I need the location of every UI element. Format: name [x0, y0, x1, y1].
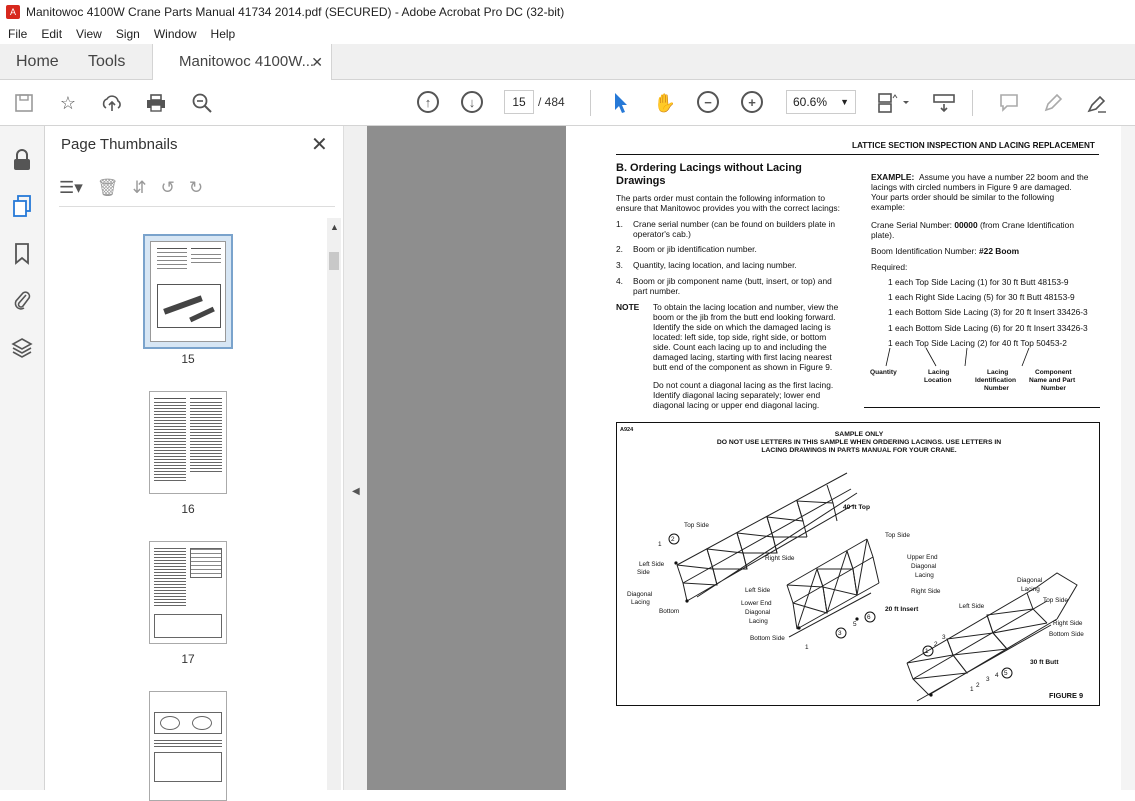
- panel-title: Page Thumbnails: [61, 136, 178, 153]
- thumbnail-label-17: 17: [181, 652, 195, 666]
- zoom-in-icon[interactable]: +: [741, 91, 763, 113]
- label-lower-end: Lower End: [741, 600, 772, 607]
- list-item: Boom or jib component name (butt, insert, or top) and: [633, 276, 832, 286]
- list-item: part number.: [633, 286, 681, 296]
- list-number: 2.: [616, 244, 623, 254]
- list-item: Boom or jib identification number.: [633, 244, 757, 254]
- section-title-line2: Drawings: [616, 175, 666, 187]
- label-20ft-insert: 20 ft Insert: [885, 606, 919, 613]
- toolbar: [0, 80, 1135, 126]
- label-top-side: Top Side: [684, 522, 709, 529]
- label-diagonal: Diagonal: [627, 591, 653, 598]
- label-left-side-2: Side: [637, 569, 650, 576]
- tab-tools[interactable]: Tools: [88, 53, 126, 70]
- lacing-number: 2: [671, 536, 675, 543]
- figure-code: A924: [620, 427, 634, 433]
- serial-line-end: plate).: [871, 230, 895, 240]
- serial-line: Crane Serial Number: 00000 (from Crane Identification: [871, 220, 1074, 230]
- close-panel-icon[interactable]: ✕: [311, 134, 328, 156]
- boom-line: Boom Identification Number: #22 Boom: [871, 246, 1020, 256]
- label-left-side: Left Side: [639, 561, 665, 568]
- label-butt-diagonal: Diagonal: [1017, 577, 1043, 584]
- label-butt-left-side: Left Side: [959, 603, 985, 610]
- figure-warning-2: LACING DRAWINGS IN PARTS MANUAL FOR YOUR CRANE.: [761, 447, 957, 454]
- lacing-number: 3: [986, 676, 990, 683]
- sign-pen-icon[interactable]: [1085, 91, 1109, 115]
- lacing-number: 5: [1004, 670, 1008, 677]
- note2-line: Do not count a diagonal lacing as the first lacing.: [653, 380, 834, 390]
- note-line: side. Count each lacing up to and including the: [653, 342, 827, 352]
- page-thumbnails-icon[interactable]: [10, 194, 34, 218]
- list-item: operator's cab.): [633, 229, 691, 239]
- hand-tool-icon[interactable]: ✋: [653, 92, 677, 113]
- list-number: 1.: [616, 219, 623, 229]
- scroll-mode-icon[interactable]: [932, 91, 956, 115]
- label-30ft-butt: 30 ft Butt: [1030, 659, 1059, 666]
- layers-icon[interactable]: [10, 336, 34, 360]
- page-number-input[interactable]: 15: [504, 90, 534, 114]
- label-butt-lacing: Lacing: [1021, 586, 1040, 593]
- label-butt-bottom-side: Bottom Side: [1049, 631, 1084, 638]
- tab-document[interactable]: [152, 44, 332, 81]
- highlight-pen-icon[interactable]: [1041, 91, 1065, 115]
- menu-help[interactable]: Help: [210, 27, 236, 41]
- thumbnail-page-17[interactable]: [149, 541, 227, 644]
- note-line: located: left side, top side, right side, or bottom: [653, 332, 827, 342]
- bookmark-icon[interactable]: [10, 242, 34, 266]
- label-bottom: Bottom: [659, 608, 680, 615]
- lacing-number: 4: [995, 672, 999, 679]
- label-bottom-side: Bottom Side: [750, 635, 785, 642]
- list-item: Quantity, lacing location, and lacing number.: [633, 260, 797, 270]
- thumbnail-page-15[interactable]: [143, 234, 233, 349]
- list-number: 3.: [616, 260, 623, 270]
- find-zoom-icon[interactable]: [190, 91, 214, 115]
- callout-comp-3: Number: [1041, 385, 1066, 392]
- callout-location-1: Lacing: [928, 369, 950, 376]
- zoom-level-value: 60.6%: [793, 95, 828, 109]
- note-line: boom or the jib from the butt end looking forward.: [653, 312, 836, 322]
- example-line: example:: [871, 202, 905, 212]
- page-total: / 484: [538, 95, 565, 109]
- note-line: To obtain the lacing location and number, view the: [653, 302, 839, 312]
- toolbar-divider: [590, 90, 591, 116]
- thumbnail-page-18[interactable]: [149, 691, 227, 801]
- share-upload-icon[interactable]: [100, 91, 124, 115]
- lacing-number: 1: [925, 648, 929, 655]
- scrollbar-thumb[interactable]: [329, 252, 339, 270]
- example-label: EXAMPLE:: [871, 172, 915, 182]
- lacing-number: 2: [976, 682, 980, 689]
- callout-comp-2: Name and Part: [1029, 377, 1076, 384]
- required-item: 1 each Bottom Side Lacing (3) for 20 ft Insert 33426-3: [888, 307, 1088, 317]
- rotate-left-icon[interactable]: ↺: [160, 178, 175, 197]
- figure-caption: FIGURE 9: [1049, 691, 1084, 700]
- lacing-number: 3: [942, 634, 946, 641]
- note-label: NOTE: [616, 302, 640, 312]
- rotate-right-icon[interactable]: ↻: [188, 178, 204, 197]
- label-right-side: Right Side: [765, 555, 795, 562]
- menu-bar: [0, 24, 1135, 44]
- acrobat-app-icon: A: [6, 5, 20, 19]
- required-label: Required:: [871, 262, 908, 272]
- save-icon[interactable]: [12, 91, 36, 115]
- scroll-up-icon[interactable]: ▲: [330, 222, 339, 232]
- label-lower-lacing: Lacing: [749, 618, 768, 625]
- title-bar: [0, 0, 1135, 24]
- lock-icon[interactable]: [10, 148, 34, 172]
- print-icon[interactable]: [144, 91, 168, 115]
- list-number: 4.: [616, 276, 623, 286]
- document-view[interactable]: [367, 126, 1135, 790]
- tab-home[interactable]: Home: [16, 53, 59, 70]
- next-page-icon[interactable]: ↓: [461, 91, 483, 113]
- menu-window[interactable]: Window: [153, 27, 197, 41]
- required-item: 1 each Top Side Lacing (2) for 40 ft Top 50453-2: [888, 338, 1067, 348]
- toolbar-divider: [972, 90, 973, 116]
- label-butt-right-side: Right Side: [1053, 620, 1083, 627]
- previous-page-icon[interactable]: ↑: [417, 91, 439, 113]
- note-line: Identify the side on which the damaged lacing is: [653, 322, 831, 332]
- example-line: Your parts order should be similar to the following: [871, 192, 1055, 202]
- label-upper-end: Upper End: [907, 554, 938, 561]
- label-butt-top-side: Top Side: [1043, 597, 1068, 604]
- collapse-arrow-icon[interactable]: ◀: [352, 486, 360, 497]
- delete-page-icon[interactable]: 🗑: [96, 178, 119, 197]
- note2-line: diagonal lacing or upper end diagonal lacing.: [653, 400, 820, 410]
- list-item: Crane serial number (can be found on builders plate in: [633, 219, 836, 229]
- left-navigation-rail: [0, 126, 45, 790]
- lacing-number: 1: [658, 541, 662, 548]
- label-insert-left-side: Left Side: [745, 587, 771, 594]
- pdf-page: [566, 126, 1135, 790]
- note2-line: Identify diagonal lacing separately; lower end: [653, 390, 821, 400]
- panel-collapse-handle[interactable]: [343, 126, 367, 790]
- thumbnail-label-16: 16: [181, 502, 195, 516]
- intro-line2: ensure that Manitowoc provides you with the correct lacings:: [616, 203, 840, 213]
- callout-quantity: Quantity: [870, 369, 897, 376]
- thumbnail-scrollbar[interactable]: [327, 218, 341, 790]
- note-line: butt end of the component as shown in Figure 9.: [653, 362, 833, 372]
- lacing-number: 2: [934, 641, 938, 648]
- example-line: lacings with circled numbers in Figure 9 are damaged.: [871, 182, 1072, 192]
- callout-location-2: Location: [924, 377, 952, 384]
- lacing-number: 3: [838, 630, 842, 637]
- header-rule: [616, 154, 1099, 155]
- window-title: Manitowoc 4100W Crane Parts Manual 41734 2014.pdf (SECURED) - Adobe Acrobat Pro DC (32-bit): [26, 5, 565, 19]
- lacing-number: 1: [970, 686, 974, 693]
- thumbnail-label-15: 15: [181, 352, 195, 366]
- label-lacing: Lacing: [631, 599, 650, 606]
- required-item: 1 each Top Side Lacing (1) for 30 ft Butt 48153-9: [888, 277, 1069, 287]
- callout-id-3: Number: [984, 385, 1009, 392]
- page-thumbnails-panel: [45, 126, 343, 790]
- callout-id-1: Lacing: [987, 369, 1009, 376]
- lacing-number: 5: [853, 621, 857, 628]
- comment-icon[interactable]: [997, 91, 1021, 115]
- required-item: 1 each Right Side Lacing (5) for 30 ft Butt 48153-9: [888, 292, 1075, 302]
- label-lower-diagonal: Diagonal: [745, 609, 771, 616]
- figure-9: [616, 422, 1100, 706]
- section-title-line1: B. Ordering Lacings without Lacing: [616, 162, 802, 174]
- figure-warning-1: DO NOT USE LETTERS IN THIS SAMPLE WHEN ORDERING LACINGS. USE LETTERS IN: [716, 439, 1002, 446]
- required-item: 1 each Bottom Side Lacing (6) for 20 ft Insert 33426-3: [888, 323, 1088, 333]
- zoom-level-select[interactable]: [786, 90, 856, 114]
- example-line: Assume you have a number 22 boom and the: [919, 172, 1089, 182]
- menu-sign[interactable]: Sign: [115, 27, 140, 41]
- label-insert-top-side: Top Side: [885, 532, 910, 539]
- lacing-number: 6: [867, 614, 871, 621]
- page-display-icon[interactable]: [876, 91, 912, 115]
- star-icon[interactable]: ☆: [59, 92, 77, 113]
- figure-sample: SAMPLE ONLY: [834, 431, 884, 438]
- menu-file[interactable]: File: [8, 27, 28, 41]
- thumbnail-options-icon[interactable]: ☰▾: [59, 178, 83, 197]
- close-tab-icon[interactable]: ✕: [311, 54, 323, 70]
- menu-edit[interactable]: Edit: [41, 27, 63, 41]
- page-header: LATTICE SECTION INSPECTION AND LACING REPLACEMENT: [852, 141, 1095, 150]
- boom-drawing: [617, 423, 1101, 707]
- menu-view[interactable]: View: [76, 27, 102, 41]
- label-40ft-top: 40 ft Top: [843, 504, 870, 511]
- lacing-number: 1: [805, 644, 809, 651]
- tab-bar: [0, 44, 1135, 80]
- tab-document-label: Manitowoc 4100W...: [179, 53, 315, 70]
- callout-id-2: Identification: [975, 377, 1017, 384]
- divider: [59, 206, 335, 207]
- label-upper-lacing: Lacing: [915, 572, 934, 579]
- intro-line1: The parts order must contain the following information to: [616, 193, 826, 203]
- document-scrollbar[interactable]: [1121, 126, 1135, 790]
- select-cursor-icon[interactable]: [609, 91, 633, 115]
- note-line: damaged lacing, starting with first lacing nearest: [653, 352, 832, 362]
- chevron-down-icon: ▼: [840, 97, 849, 107]
- label-upper-diagonal: Diagonal: [911, 563, 937, 570]
- zoom-out-icon[interactable]: −: [697, 91, 719, 113]
- label-insert-right-side: Right Side: [911, 588, 941, 595]
- thumbnail-page-16[interactable]: [149, 391, 227, 494]
- attachment-icon[interactable]: [10, 288, 34, 312]
- extract-page-icon[interactable]: ⇵: [132, 178, 147, 197]
- thumbnail-toolbar: [59, 176, 259, 200]
- callout-comp-1: Component: [1035, 369, 1072, 376]
